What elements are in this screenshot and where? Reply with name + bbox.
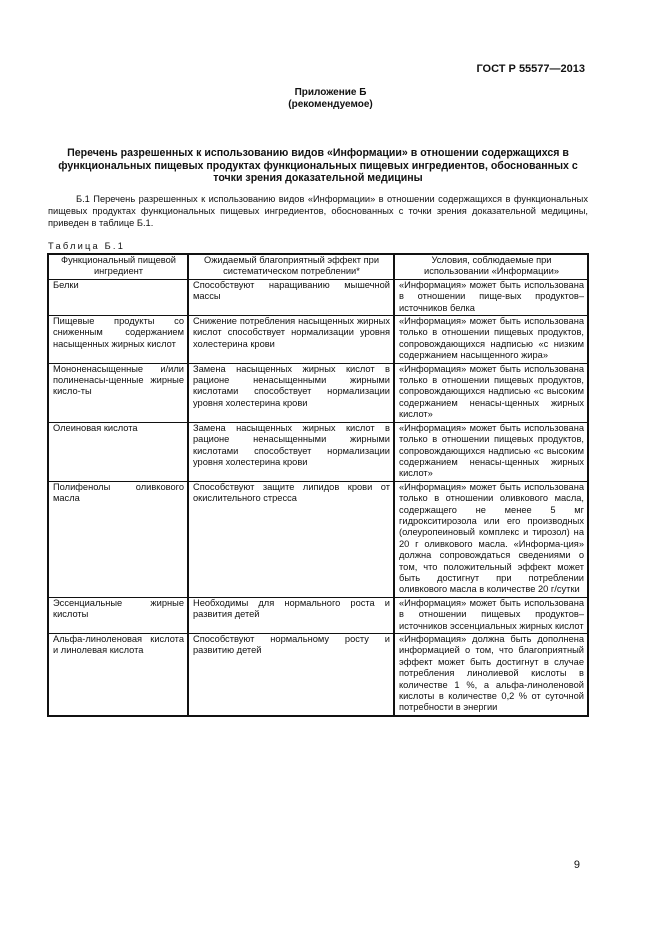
table-row	[48, 316, 588, 364]
table-row	[48, 634, 588, 716]
table-cell: Необходимы для нормального роста и развития детей	[188, 597, 394, 633]
table-cell: «Информация» может быть использована только в отношении пищевых продуктов, сопровождающихся надписью «с высоким содержанием ненасы-щенных жирных кислот»	[394, 422, 588, 481]
table-cell: Белки	[48, 279, 188, 315]
column-header: Функциональный пищевой ингредиент	[48, 254, 188, 279]
table-cell: Эссенциальные жирные кислоты	[48, 597, 188, 633]
standard-number: ГОСТ Р 55577—2013	[476, 63, 585, 75]
table-cell: Снижение потребления насыщенных жирных кислот способствует нормализации уровня холестерина крови	[188, 316, 394, 364]
table-row	[48, 481, 588, 597]
appendix-title: Приложение Б	[294, 87, 367, 98]
document-title: Перечень разрешенных к использованию видов «Информации» в отношении содержащихся в функциональных пищевых продуктах функциональных пищевых ингредиентов, обоснованных с точки зрения доказательной медицины	[58, 147, 578, 185]
table-cell: Пищевые продукты со сниженным содержанием насыщенных жирных кислот	[48, 316, 188, 364]
table-row	[48, 363, 588, 422]
appendix-subtitle: (рекомендуемое)	[288, 99, 373, 110]
table-cell: Способствуют нормальному росту и развитию детей	[188, 634, 394, 716]
page-number: 9	[573, 859, 580, 871]
table-cell: Олеиновая кислота	[48, 422, 188, 481]
table-cell: Мононенасыщенные и/или полиненасы-щенные жирные кисло-ты	[48, 363, 188, 422]
table-cell: «Информация» может быть использована только в отношении пищевых продуктов, сопровождающихся надписью «с низким содержанием насыщенного жира»	[394, 316, 588, 364]
table-cell: «Информация» должна быть дополнена информацией о том, что благоприятный эффект может быть достигнут в случае потребления линолиевой кислоты в количестве 1 %, а альфа-линоленовой кислоты в количестве 0,2 % от суточной потребности в энергии	[394, 634, 588, 716]
table-header-row	[48, 254, 588, 279]
table-cell: Альфа-линоленовая кислота и линолевая кислота	[48, 634, 188, 716]
table-row	[48, 422, 588, 481]
table-row	[48, 597, 588, 633]
table-cell: Способствуют наращиванию мышечной массы	[188, 279, 394, 315]
table-cell: «Информация» может быть использована только в отношении оливкового масла, содержащего не менее 5 мг гидрокситирозола или его производных (олеуропеиновый комплекс и тирозол) на 20 г оливкового масла. «Информа-ция» должна сопровождаться сведениями о том, что положительный эффект может быть достигнут при потреблении оливкового масла в количестве 20 г/сутки	[394, 481, 588, 597]
appendix-heading	[0, 87, 661, 111]
ingredients-table	[47, 253, 589, 717]
intro-paragraph: Б.1 Перечень разрешенных к использованию видов «Информации» в отношении содержащихся в функциональных пищевых продуктах функциональных пищевых ингредиентов, обоснованных с точки зрения доказательной медицины, приведен в таблице Б.1.	[48, 194, 588, 228]
table-row	[48, 279, 588, 315]
column-header: Условия, соблюдаемые при использовании «Информации»	[394, 254, 588, 279]
table-cell: Полифенолы оливкового масла	[48, 481, 188, 597]
table-cell: Замена насыщенных жирных кислот в рационе ненасыщенными жирными кислотами способствует нормализации уровня холестерина крови	[188, 363, 394, 422]
table-cell: «Информация» может быть использована только в отношении пищевых продуктов, сопровождающихся надписью «с высоким содержанием ненасы-щенных жирных кислот»	[394, 363, 588, 422]
table-cell: Способствуют защите липидов крови от окислительного стресса	[188, 481, 394, 597]
table-cell: Замена насыщенных жирных кислот в рационе ненасыщенными жирными кислотами способствует нормализации уровня холестерина крови	[188, 422, 394, 481]
table-caption: Таблица Б.1	[48, 241, 126, 251]
table-cell: «Информация» может быть использована в отношении пищевых продуктов–источников эссенциальных жирных кислот	[394, 597, 588, 633]
column-header: Ожидаемый благоприятный эффект при систематическом потреблении*	[188, 254, 394, 279]
table-cell: «Информация» может быть использована в отношении пище-вых продуктов–источников белка	[394, 279, 588, 315]
